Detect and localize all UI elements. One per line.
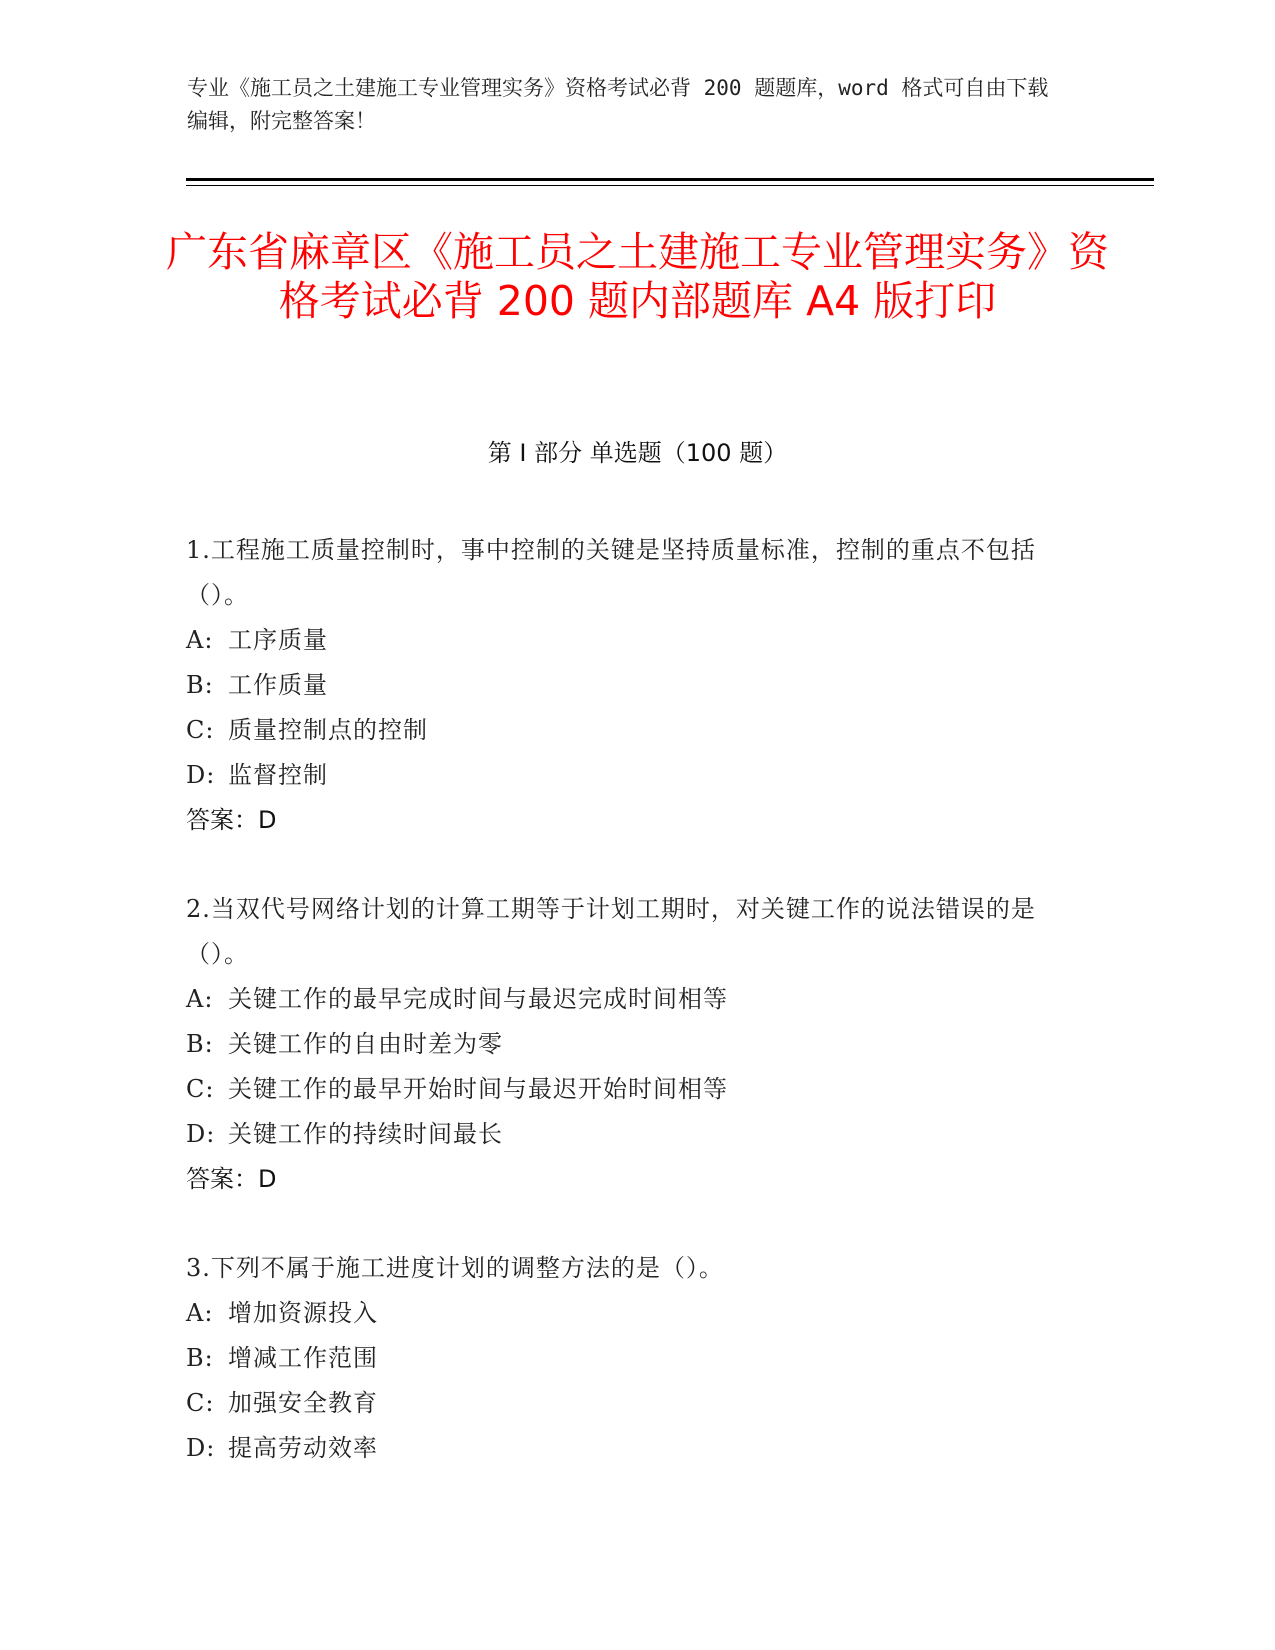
question-stem: 1.工程施工质量控制时，事中控制的关键是坚持质量标准，控制的重点不包括（）。 <box>186 536 1036 609</box>
header-rule-thick <box>186 178 1154 181</box>
option-text: 工作质量 <box>228 671 328 699</box>
option-text: 监督控制 <box>228 761 328 789</box>
option-letter: D: <box>186 1434 216 1462</box>
option-a <box>186 1291 1066 1336</box>
option-d <box>186 1426 1066 1471</box>
question-3 <box>186 1246 1066 1471</box>
option-letter: A: <box>186 985 214 1013</box>
header-note: 专业《施工员之土建施工专业管理实务》资格考试必背 200 题题库，word 格式可自由下载编辑，附完整答案！ <box>187 76 1049 133</box>
question-1 <box>186 528 1066 843</box>
option-text: 增加资源投入 <box>228 1299 378 1327</box>
option-b <box>186 1336 1066 1381</box>
option-letter: B: <box>186 1030 214 1058</box>
option-letter: D: <box>186 1120 216 1148</box>
answer-line: 答案：D <box>186 806 277 834</box>
option-a <box>186 618 1066 663</box>
option-b <box>186 1022 1066 1067</box>
option-letter: B: <box>186 671 214 699</box>
option-c <box>186 1381 1066 1426</box>
document-title: 广东省麻章区《施工员之土建施工专业管理实务》资格考试必背 200 题内部题库 A4 版打印 <box>166 228 1109 325</box>
option-letter: C: <box>186 1075 215 1103</box>
option-d <box>186 1112 1066 1157</box>
answer-line: 答案：D <box>186 1165 277 1193</box>
section-heading: 第 I 部分 单选题（100 题） <box>487 439 788 467</box>
option-b <box>186 663 1066 708</box>
option-text: 质量控制点的控制 <box>228 716 428 744</box>
option-text: 关键工作的自由时差为零 <box>228 1030 503 1058</box>
option-letter: D: <box>186 761 216 789</box>
option-text: 加强安全教育 <box>228 1389 378 1417</box>
option-letter: C: <box>186 1389 215 1417</box>
question-stem: 2.当双代号网络计划的计算工期等于计划工期时，对关键工作的说法错误的是（）。 <box>186 895 1036 968</box>
option-text: 关键工作的最早完成时间与最迟完成时间相等 <box>228 985 728 1013</box>
option-c <box>186 708 1066 753</box>
option-text: 增减工作范围 <box>228 1344 378 1372</box>
question-2 <box>186 887 1066 1202</box>
question-list <box>186 528 1066 1515</box>
option-letter: A: <box>186 1299 214 1327</box>
option-text: 提高劳动效率 <box>228 1434 378 1462</box>
question-stem: 3.下列不属于施工进度计划的调整方法的是（）。 <box>186 1254 724 1282</box>
option-letter: A: <box>186 626 214 654</box>
header-rule-thin <box>186 185 1154 186</box>
option-text: 关键工作的持续时间最长 <box>228 1120 503 1148</box>
option-letter: C: <box>186 716 215 744</box>
option-a <box>186 977 1066 1022</box>
option-letter: B: <box>186 1344 214 1372</box>
option-text: 关键工作的最早开始时间与最迟开始时间相等 <box>228 1075 728 1103</box>
option-c <box>186 1067 1066 1112</box>
option-text: 工序质量 <box>228 626 328 654</box>
option-d <box>186 753 1066 798</box>
